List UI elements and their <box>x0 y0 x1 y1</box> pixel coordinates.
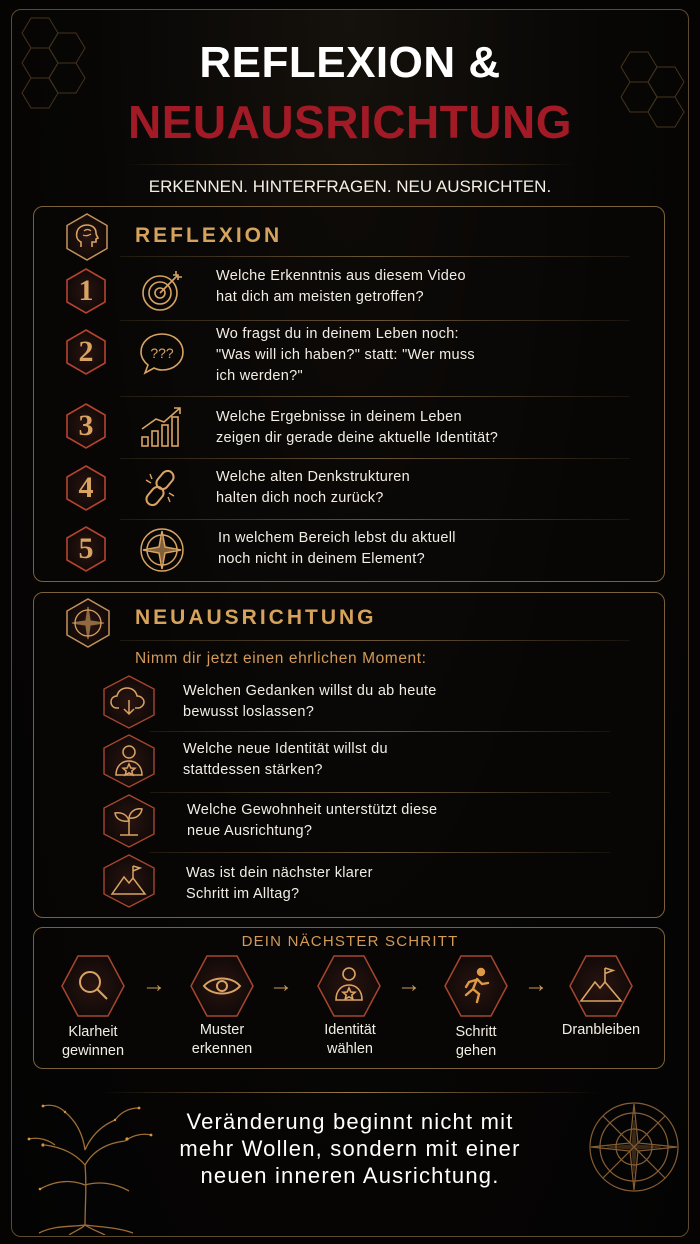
divider <box>120 458 630 459</box>
closing-quote: Veränderung beginnt nicht mit mehr Wollen, sondern mit einer neuen inneren Ausrichtung. <box>179 1109 521 1188</box>
growth-chart-icon <box>138 403 186 449</box>
arrow-right-icon: → <box>142 971 166 998</box>
reflexion-title: REFLEXION <box>135 224 283 247</box>
neuausrichtung-title: NEUAUSRICHTUNG <box>135 606 377 629</box>
neuausrichtung-question-4: Was ist dein nächster klarer Schritt im Alltag? <box>186 865 373 902</box>
mountain-flag-icon <box>566 954 636 1018</box>
magnifier-icon <box>58 954 128 1018</box>
divider <box>120 640 630 641</box>
item-number: 4 <box>78 471 94 504</box>
step-label: Schritt gehen <box>455 1024 497 1059</box>
footer-divider <box>100 1092 600 1093</box>
mountain-flag-icon <box>100 853 158 909</box>
person-star-icon <box>314 954 384 1018</box>
item-number: 1 <box>78 274 94 307</box>
reflexion-panel <box>33 206 665 582</box>
running-person-icon <box>441 954 511 1018</box>
step-label: Dranbleiben <box>561 1022 641 1038</box>
tagline: ERKENNEN. HINTERFRAGEN. NEU AUSRICHTEN. <box>148 177 552 196</box>
neuausrichtung-question-2: Welche neue Identität willst du stattdessen stärken? <box>183 741 388 778</box>
arrow-right-icon: → <box>269 971 293 998</box>
reflexion-question-1: Welche Erkenntnis aus diesem Video hat dich am meisten getroffen? <box>216 268 466 305</box>
step-label: Identität wählen <box>324 1022 376 1057</box>
arrow-right-icon: → <box>524 971 548 998</box>
title-divider <box>125 164 575 165</box>
neuausrichtung-question-1: Welchen Gedanken willst du ab heute bewusst loslassen? <box>183 683 437 720</box>
step-label: Muster erkennen <box>191 1022 253 1057</box>
divider <box>150 852 610 853</box>
divider <box>120 256 630 257</box>
person-star-icon <box>100 733 158 789</box>
target-icon <box>138 267 186 315</box>
step-label: Klarheit gewinnen <box>61 1024 125 1059</box>
compass-icon <box>62 597 114 649</box>
broken-chain-icon <box>138 466 184 510</box>
question-bubble-icon <box>137 330 187 378</box>
item-number: 2 <box>78 335 94 368</box>
divider <box>150 792 610 793</box>
eye-icon <box>187 954 257 1018</box>
reflexion-question-3: Welche Ergebnisse in deinem Leben zeigen dir gerade deine aktuelle Identität? <box>216 409 499 446</box>
next-step-title: DEIN NÄCHSTER SCHRITT <box>241 933 459 950</box>
cloud-download-icon <box>100 674 158 730</box>
item-number: 5 <box>78 532 94 565</box>
svg-text:???: ??? <box>150 345 174 361</box>
head-brain-icon <box>62 212 112 262</box>
arrow-right-icon: → <box>397 971 421 998</box>
compass-icon <box>137 525 187 575</box>
divider <box>120 320 630 321</box>
reflexion-question-5: In welchem Bereich lebst du aktuell noch nicht in deinem Element? <box>218 530 456 567</box>
page-title-line2: NEUAUSRICHTUNG <box>128 96 572 148</box>
neuausrichtung-question-3: Welche Gewohnheit unterstützt diese neue Ausrichtung? <box>187 802 438 839</box>
divider <box>150 731 610 732</box>
reflexion-question-4: Welche alten Denkstrukturen halten dich noch zurück? <box>216 469 411 506</box>
page-title-line1: REFLEXION & <box>199 38 501 87</box>
sprout-icon <box>100 793 158 849</box>
divider <box>120 396 630 397</box>
reflexion-question-2: Wo fragst du in deinem Leben noch: "Was will ich haben?" statt: "Wer muss ich werden?" <box>216 326 475 384</box>
divider <box>120 519 630 520</box>
item-number: 3 <box>78 409 94 442</box>
intro-text: Nimm dir jetzt einen ehrlichen Moment: <box>135 650 427 667</box>
